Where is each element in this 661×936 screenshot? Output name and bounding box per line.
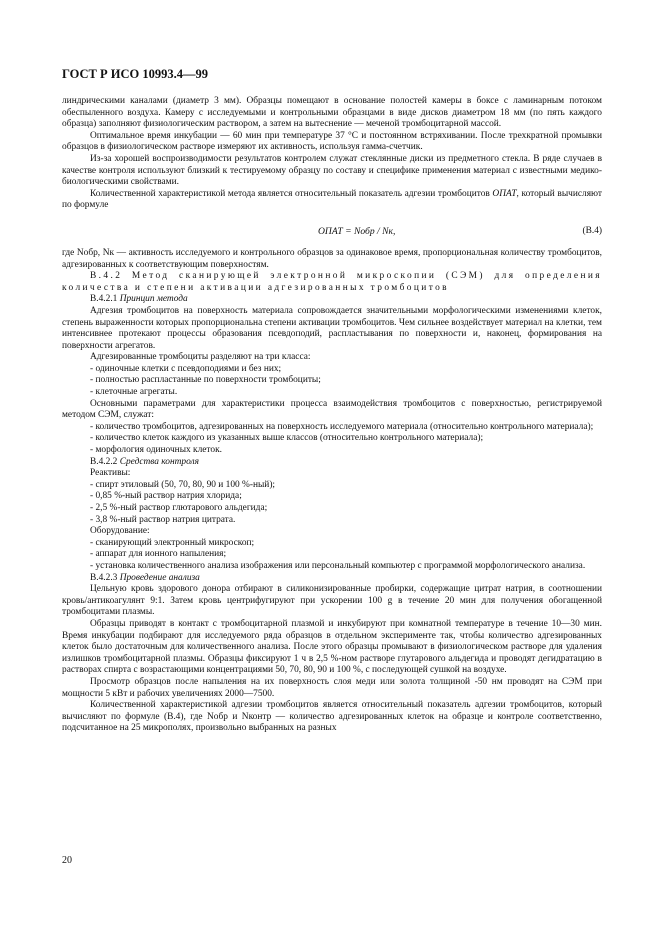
list-item: - 2,5 %-ный раствор глютарового альдегида; bbox=[90, 503, 268, 513]
list-item: - полностью распластанные по поверхности тромбоциты; bbox=[90, 375, 321, 386]
opat-term: ОПАТ bbox=[492, 188, 517, 199]
paragraph: линдрическими каналами (диаметр 3 мм). Образцы помещают в основание полостей камеры в боксе с ламинарным потоком обеспыленного воздуха. Камеру с исследуемыми и контрольными образцами в виде дисков диаметром 18 мм (по пять каждого образца) заполняют физиологическим раствором, а затем на вытеснение — меченой тромбоцитарной массой. bbox=[62, 96, 602, 130]
list-item: - клеточные агрегаты. bbox=[90, 387, 178, 398]
paragraph: Реактивы: bbox=[90, 468, 131, 479]
subsection-heading: В.4.2.1 Принцип метода bbox=[90, 294, 188, 305]
formula-b4 bbox=[62, 212, 602, 248]
paragraph: Основными параметрами для характеристики процесса взаимодействия тромбоцитов с поверхностью, регистрируемой методом СЭМ, служат: bbox=[62, 398, 602, 421]
paragraph: Адгезированные тромбоциты разделяют на три класса: bbox=[90, 352, 311, 363]
list-item: - сканирующий электронный микроскоп; bbox=[90, 537, 255, 548]
list-item: - аппарат для ионного напыления; bbox=[90, 549, 227, 560]
list-item: - количество тромбоцитов, адгезированных на поверхность исследуемого материала (относительно контрольного материала); bbox=[90, 421, 594, 432]
page-number: 20 bbox=[62, 855, 72, 866]
list-item: - спирт этиловый (50, 70, 80, 90 и 100 %-ный); bbox=[90, 479, 276, 490]
list-item: - морфология одиночных клеток. bbox=[90, 445, 222, 456]
paragraph: Цельную кровь здорового донора отбирают в силиконизированные пробирки, содержащие цитрат натрия, в соотношении кровь/антикоагулянт 9:1. Затем кровь центрифугируют при ускорении 100 g в течение 20 мин для получения обогащенной тромбоцитами плазмы. bbox=[62, 584, 602, 618]
paragraph: Оборудование: bbox=[90, 526, 150, 537]
paragraph: Из-за хорошей воспроизводимости результатов контролем служат стеклянные диски из предметного стекла. В ряде случаев в качестве контроля используют близкий к тестируемому образцу по составу и специфике применения материал с известными медико-биологическими свойствами. bbox=[62, 153, 602, 188]
body-text bbox=[62, 96, 602, 735]
document-header: ГОСТ Р ИСО 10993.4—99 bbox=[62, 67, 208, 81]
subsection-heading: В.4.2.3 Проведение анализа bbox=[90, 572, 200, 583]
paragraph: Количественной характеристикой адгезии тромбоцитов является относительный показатель адгезии тромбоцитов, который вычисляют по формуле (В.4), где Nобр и Nконтр — количество адгезированных клеток на образце и контроле соответственно, подсчитанное на 25 микрополях, произвольно выбранных на разных bbox=[62, 700, 602, 734]
list-item: - одиночные клетки с псевдоподиями и без них; bbox=[90, 363, 282, 374]
subsection-heading: В.4.2.2 Средства контроля bbox=[90, 456, 200, 467]
list-item: - количество клеток каждого из указанных выше классов (относительно контрольного материала); bbox=[90, 433, 484, 444]
paragraph: Просмотр образцов после напыления на их поверхность слоя меди или золота толщиной -50 нм проводят на СЭМ при мощности 5 кВт и рабочих увеличениях 2000—7500. bbox=[62, 676, 602, 699]
list-item: - установка количественного анализа изображения или персональный компьютер с программой морфологического анализа. bbox=[90, 560, 586, 571]
list-item: - 3,8 %-ный раствор натрия цитрата. bbox=[90, 514, 236, 525]
paragraph: Образцы приводят в контакт с тромбоцитарной плазмой и инкубируют при комнатной температуре в течение 10—30 мин. Время инкубации подбирают для исследуемого ряда образцов в отдельном эксперименте так, чтобы количество адгезированных клеток было достаточным для количественного анализа. После этого образцы промывают в физиологическом растворе для удаления излишков тромбоцитарной плазмы. Образцы фиксируют 1 ч в 2,5 %-ном растворе глутарового альдегида и проводят дегидратацию в растворах спирта с возрастающими концентрациями 50, 70, 80, 90 и 100 %, с последующей сушкой на воздухе. bbox=[62, 618, 602, 676]
formula-expression: ОПАТ = Nобр / Nк, bbox=[318, 225, 396, 237]
formula-number: (В.4) bbox=[582, 225, 602, 236]
paragraph: Адгезия тромбоцитов на поверхность материала сопровождается значительными морфологическими изменениями клеток, степень выраженности которых пропорциональна степени активации тромбоцитов. Чем сильнее воздействует материал на клетки, тем интенсивнее протекают процессы образования псевдоподий, распластывания по поверхности и, наконец, формирования на поверхности агрегатов. bbox=[62, 305, 602, 351]
paragraph: Количественной характеристикой метода является относительный показатель адгезии тромбоцитов ОПАТ, который вычисляют по формуле bbox=[62, 188, 602, 211]
paragraph: где Nобр, Nк — активность исследуемого и контрольного образцов за одинаковое время, пропорциональная количеству тромбоцитов, адгезированных к соответствующим поверхностям. bbox=[62, 247, 602, 270]
section-heading-b42: В.4.2 Метод сканирующей электронной микроскопии (СЭМ) для определения количества и степени активации адгезированных тромбоцитов bbox=[62, 271, 602, 293]
list-item: - 0,85 %-ный раствор натрия хлорида; bbox=[90, 491, 242, 502]
paragraph: Оптимальное время инкубации — 60 мин при температуре 37 °С и постоянном встряхивании. После трехкратной промывки образцов в физиологическом растворе измеряют их активность, используя гамма-счетчик. bbox=[62, 130, 602, 153]
